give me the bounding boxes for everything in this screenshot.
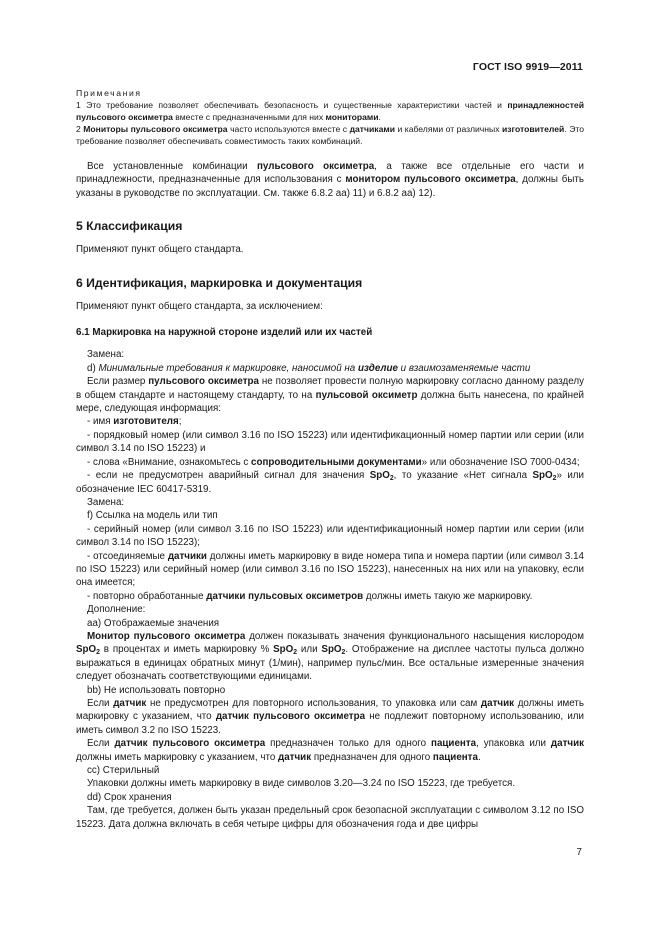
item-aa-title: aa) Отображаемые значения — [87, 617, 220, 629]
size-paragraph: Если размер пульсового оксиметра не позволяет провести полную маркировку согласно данному разделу в общем стандарте и настоящему стандарту, то на пульсовой оксиметр должна быть нанесена, по крайней мере, следующая информация: — [76, 376, 584, 415]
document-header: ГОСТ ISO 9919—2011 — [472, 61, 583, 73]
item-aa-text: Монитор пульсового оксиметра должен показывать значения функционального насыщения кислородом SpO$_2$ в процентах и иметь маркировку % SpO$_2$ или SpO$_2$. Отображение на дисплее частоты пульса должно выражаться в единицах обратных минут (1/мин), например пульс/мин. Все остальные измеренные значения следует обозначать соответствующими единицами. — [76, 630, 585, 683]
page-content — [76, 87, 584, 831]
notes-title: Примечания — [76, 88, 142, 98]
addition-label: Дополнение: — [87, 604, 146, 616]
item-cc-text: Упаковки должны иметь маркировку в виде символов 3.20—3.24 по ISO 15223, где требуется. — [87, 778, 516, 790]
note-1: 1 Это требование позволяет обеспечивать безопасность и существенные характеристики частей и принадлежностей пульсового оксиметра вместе с предназначенными для них мониторами. — [76, 100, 584, 122]
item-bb-text-2: Если датчик пульсового оксиметра предназначен только для одного пациента, упаковка или датчик должны иметь маркировку с указанием, что датчик предназначен для одного пациента. — [76, 738, 585, 763]
page-number: 7 — [576, 847, 582, 858]
list-detachable-sensors: - отсоединяемые датчики должны иметь маркировку в виде номера типа и номера партии (или символ 3.14 по ISO 15223) или серийный номер (или символ 3.16 по ISO 15223), нанесенных на них или на упаковку, если она имеется; — [76, 550, 584, 589]
item-dd-title: dd) Срок хранения — [87, 791, 172, 803]
notes-block — [76, 87, 584, 147]
note-2: 2 Мониторы пульсового оксиметра часто используются вместе с датчиками и кабелями от различных изготовителей. Это требование позволяет обеспечивать совместимость таких комбинаций. — [76, 124, 585, 146]
list-no-alarm: - если не предусмотрен аварийный сигнал для значения SpO$_2$, то указание «Нет сигнала SpO$_2$» или обозначение IEC 60417-5319. — [76, 470, 584, 495]
replacement-label-2: Замена: — [87, 496, 125, 508]
section-6-1-body — [76, 348, 584, 831]
item-f-title: f) Ссылка на модель или тип — [87, 510, 218, 522]
section-6-1-heading: 6.1 Маркировка на наружной стороне изделий или их частей — [76, 327, 373, 339]
replacement-label-1: Замена: — [87, 349, 125, 361]
section-5-text: Применяют пункт общего стандарта. — [76, 244, 244, 256]
list-serial-number: - серийный номер (или символ 3.16 по ISO 15223) или идентификационный номер партии или серии (или символ 3.14 по ISO 15223); — [76, 523, 584, 549]
item-cc-title: cc) Стерильный — [87, 765, 160, 777]
list-reprocessed-sensors: - повторно обработанные датчики пульсовых оксиметров должны иметь такую же маркировку. — [87, 590, 533, 602]
item-d-title: d) Минимальные требования к маркировке, наносимой на изделие и взаимозаменяемые части — [87, 362, 531, 374]
item-bb-title: bb) Не использовать повторно — [87, 684, 226, 696]
list-attention: - слова «Внимание, ознакомьтесь с сопроводительными документами» или обозначение ISO 7000-0434; — [87, 456, 580, 468]
item-bb-text-1: Если датчик не предусмотрен для повторного использования, то упаковка или сам датчик должны иметь маркировку с указанием, что датчик пульсового оксиметра не подлежит повторному использованию, или иметь символ 3.2 по ISO 15223. — [76, 698, 584, 736]
item-dd-text: Там, где требуется, должен быть указан предельный срок безопасной эксплуатации с символом 3.12 по ISO 15223. Дата должна включать в себя четыре цифры для обозначения года и две цифры — [76, 805, 584, 830]
section-6-heading: 6 Идентификация, маркировка и документация — [76, 275, 363, 290]
section-6-text: Применяют пункт общего стандарта, за исключением: — [76, 300, 323, 312]
list-serial: - порядковый номер (или символ 3.16 по ISO 15223) или идентификационный номер партии или серии (или символ 3.14 по ISO 15223) и — [76, 429, 584, 455]
intro-paragraph: Все установленные комбинации пульсового оксиметра, а также все отдельные его части и принадлежности, предназначенные для использования с монитором пульсового оксиметра, должны быть указаны в руководстве по эксплуатации. См. также 6.8.2 аа) 11) и 6.8.2 аа) 12). — [76, 161, 585, 199]
list-manufacturer: - имя изготовителя; — [87, 416, 182, 428]
section-5-heading: 5 Классификация — [76, 219, 183, 234]
